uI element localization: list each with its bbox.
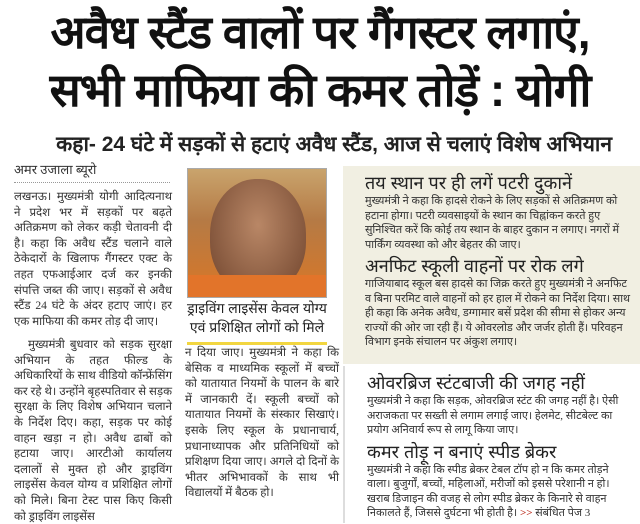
sidebar-box-top: [343, 166, 640, 364]
article-paragraph-2: मुख्यमंत्री बुधवार को सड़क सुरक्षा अभियान के तहत फील्ड के अधिकारियों के साथ वीडियो कॉन्फ्रेंसिंग कर रहे थे। उन्होंने बृहस्पतिवार से सड़क सुरक्षा के लिए विशेष अभियान चलाने के निर्देश दिए। कहा, सड़क पर कोई वाहन खड़ा न हो। अवैध ढाबों को हटाया जाए। आरटीओ कार्यालय दलालों से मुक्त हो और ड्राइविंग लाइसेंस केवल योग्य व प्रशिक्षित लोगों को मिले। बिना टेस्ट पास किए किसी को ड्राइविंग लाइसेंस: [14, 338, 172, 523]
sidebar-heading: अनफिट स्कूली वाहनों पर रोक लगे: [365, 256, 584, 276]
sidebar-box-bottom: [343, 366, 640, 523]
portrait-robe: [188, 275, 327, 297]
headline-line-2: सभी माफिया की कमर तोड़ें : योगी: [49, 64, 591, 116]
related-page-ref: संबंधित पेज 3: [535, 507, 591, 519]
sidebar-text: गाजियाबाद स्कूल बस हादसे का जिक्र करते हुए मुख्यमंत्री ने अनफिट व बिना परमिट वाले वाहनों को हर हाल में रोकने का निर्देश दिया। साथ ही कहा कि अनेक अवैध, डग्गामार बसें प्रदेश की सीमा से होकर अन्य राज्यों की ओर जा रही हैं। ये ओवरलोड और जर्जर होती हैं। परिवहन विभाग इनके संचालन पर अंकुश लगाए।: [365, 278, 631, 348]
byline: अमर उजाला ब्यूरो: [14, 162, 97, 177]
subheadline: कहा- 24 घंटे में सड़कों से हटाएं अवैध स्टैंड, आज से चलाएं विशेष अभियान: [56, 133, 612, 156]
sidebar-text: मुख्यमंत्री ने कहा कि सड़क, ओवरब्रिज स्टंट की जगह नहीं है। ऐसी अराजकता पर सख्ती से लगाम लगाई जाए। हेलमेट, सीटबेल्ट का प्रयोग अनिवार्य रूप से लागू किया जाए।: [367, 395, 619, 436]
sidebar-text-body: मुख्यमंत्री ने कहा कि स्पीड ब्रेकर टेबल टॉप हो न कि कमर तोड़ने वाला। बुजुर्गों, बच्चों, महिलाओं, मरीजों को इससे परेशानी न हो। खराब डिजाइन की वजह से लोग स्पीड ब्रेकर के किनारे से वाहन निकालते हैं, जिससे दुर्घटना भी होती है।: [367, 463, 610, 519]
sidebar-heading: ओवरब्रिज स्टंटबाजी की जगह नहीं: [367, 373, 585, 393]
article-paragraph-1: लखनऊ। मुख्यमंत्री योगी आदित्यनाथ ने प्रदेश भर में सड़कों पर बढ़ते अतिक्रमण को लेकर कड़ी चेतावनी दी है। कहा कि अवैध स्टैंड चलाने वाले ठेकेदारों के खिलाफ गैंगस्टर एक्ट के तहत एफआईआर दर्ज कर इनकी संपत्ति जब्त की जाए। सड़कों से अवैध स्टैंड 24 घंटे के अंदर हटाए जाएं। हर एक माफिया की कमर तोड़ दी जाए।: [14, 190, 172, 328]
sidebar-heading: तय स्थान पर ही लगें पटरी दुकानें: [365, 173, 572, 193]
sidebar-heading: कमर तोड़ू न बनाएं स्पीड ब्रेकर: [367, 441, 557, 462]
headline-line-1: अवैध स्टैंड वालों पर गैंगस्टर लगाएं,: [50, 6, 590, 58]
photo-caption: ड्राइविंग लाइसेंस केवल योग्य एवं प्रशिक्षित लोगों को मिले: [187, 300, 327, 335]
related-page-arrow: >>: [519, 507, 533, 519]
sidebar-text: मुख्यमंत्री ने कहा कि हादसे रोकने के लिए सड़कों से अतिक्रमण को हटाना होगा। पटरी व्यवसाइयों के स्थान का चिह्नांकन करते हुए सुनिश्चित करें कि कोई तय स्थान के बाहर दुकान न लगाए। नगरों में पार्किंग व्यवस्था को और बेहतर की जाए।: [365, 195, 620, 251]
news-photo: [187, 168, 327, 298]
byline-divider: [14, 182, 170, 183]
article-paragraph-3: न दिया जाए। मुख्यमंत्री ने कहा कि बेसिक व माध्यमिक स्कूलों में बच्चों को यातायात नियमों के पालन के बारे में जानकारी दें। स्कूली बच्चों को यातायात नियमों के संस्कार सिखाएं। इसके लिए स्कूल के प्रधानाचार्य, प्रधानाध्यापक और प्रतिनिधियों को प्रशिक्षण दिया जाए। अगले दो दिनों के भीतर अभिभावकों के साथ भी विद्यालयों में बैठक हो।: [185, 346, 339, 500]
sidebar-text: [367, 463, 632, 521]
